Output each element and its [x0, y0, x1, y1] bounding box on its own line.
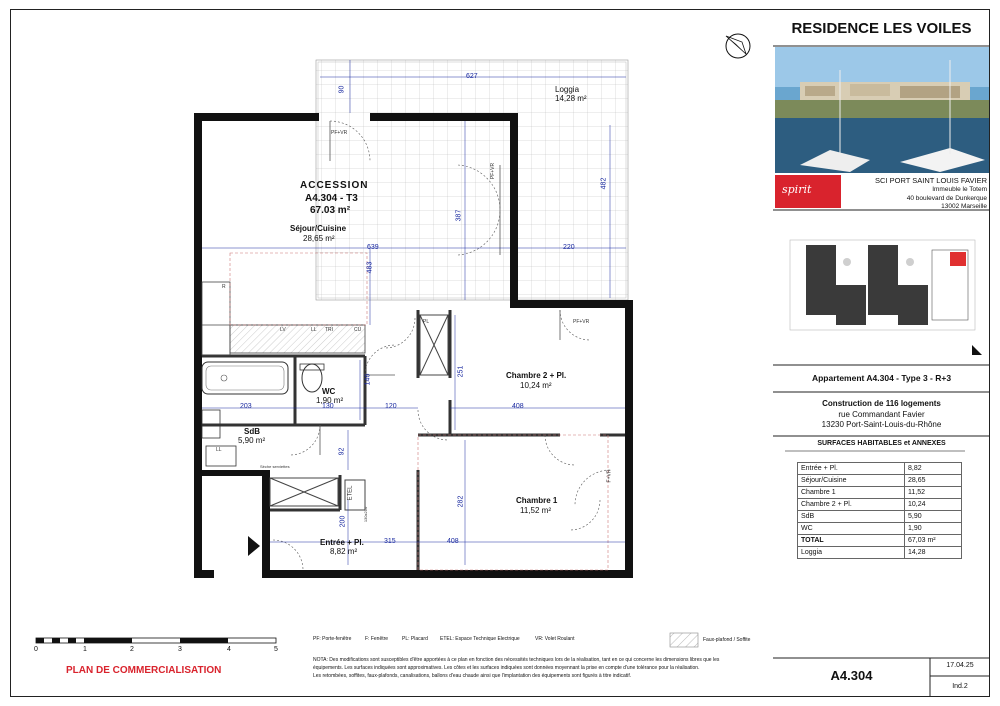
scale-label-5: 5 — [274, 646, 278, 653]
surface-value: 11,52 — [905, 487, 962, 499]
room-chambre2-area: 10,24 m² — [520, 381, 552, 390]
room-chambre2-name: Chambre 2 + Pl. — [506, 371, 567, 380]
residence-title: RESIDENCE LES VOILES — [791, 20, 972, 37]
toilet — [302, 364, 322, 392]
room-sdb-name: SdB — [244, 427, 260, 436]
tag-lv: LV — [280, 327, 286, 333]
tag-cu: CU — [354, 327, 362, 333]
promoter-name: SCI PORT SAINT LOUIS FAVIER — [875, 176, 987, 185]
surface-value: 1,90 — [905, 523, 962, 535]
site-plan-map — [775, 212, 989, 362]
dim-92: 92 — [338, 447, 346, 456]
legend-vr: VR: Volet Roulant — [535, 636, 575, 642]
bathtub — [202, 362, 288, 394]
table-row — [798, 523, 962, 535]
room-sejour-area: 28,65 m² — [303, 234, 335, 243]
surface-value: 28,65 — [905, 475, 962, 487]
legend-f: F: Fenêtre — [365, 636, 389, 642]
room-wc-name: WC — [322, 387, 336, 396]
dim-315: 315 — [384, 538, 396, 545]
room-entree-name: Entrée + Pl. — [320, 538, 364, 547]
dim-146: 146 — [364, 373, 372, 386]
legend-etel: ETEL: Espace Technique Electrique — [440, 636, 520, 642]
residence-photo — [775, 47, 989, 173]
room-sdb-area: 5,90 m² — [238, 436, 266, 445]
scale-label-1: 1 — [83, 646, 87, 653]
table-row — [798, 463, 962, 475]
room-loggia-area: 14,28 m² — [555, 94, 587, 103]
tag-ll-sdb: LL — [216, 447, 222, 453]
accession-lot: A4.304 - T3 — [305, 193, 358, 204]
note-line-1: NOTA: Des modifications sont susceptibles d'être apportées à ce plan en fonction des nécessités techniques lors de la réalisation, tant en ce qui concerne les dimensions libres que les — [313, 657, 720, 663]
surface-name: WC — [798, 523, 905, 535]
tag-pl: PL — [423, 319, 430, 325]
legend-faux-plafond: Faux-plafond / Soffite — [703, 637, 751, 643]
loggia-label: Loggia — [798, 547, 905, 559]
dim-408-top: 408 — [512, 403, 524, 410]
dim-483: 483 — [366, 261, 374, 274]
tag-pfvr-sejour: PF+VR — [331, 130, 348, 136]
room-sejour-name: Séjour/Cuisine — [290, 224, 347, 233]
dim-482: 482 — [600, 177, 608, 190]
total-row — [798, 535, 962, 547]
note-line-3: Les retombées, soffites, faux-plafonds, canalisations, ballons d'eau chaude ainsi que l'implantation des équipements sont figurés à titre indicatif. — [313, 673, 632, 679]
total-value: 67,03 m² — [905, 535, 962, 547]
dim-282: 282 — [457, 495, 465, 508]
table-row — [798, 499, 962, 511]
tag-ll: LL — [311, 327, 317, 333]
surfaces-table — [797, 462, 962, 559]
dim-90: 90 — [338, 85, 346, 94]
table-row — [798, 511, 962, 523]
legend-pl: PL: Placard — [402, 636, 428, 642]
plan-title: PLAN DE COMMERCIALISATION — [66, 665, 222, 676]
revision-date: 17.04.25 — [946, 662, 974, 669]
north-arrow-icon — [726, 34, 750, 58]
dim-130: 130 — [322, 403, 334, 410]
promoter-line-3: 13002 Marseille — [941, 203, 987, 210]
scale-label-3: 3 — [178, 646, 182, 653]
tag-etel: ETEL — [347, 485, 354, 501]
dim-627: 627 — [466, 73, 478, 80]
total-label: TOTAL — [798, 535, 905, 547]
note-line-2: équipements. Les surfaces indiquées sont approximatives. Les côtes et les surfaces indiquées sont données moyennant la prise en compte d'une tolérance pour la réalisation. — [313, 665, 700, 671]
dim-220: 220 — [563, 244, 575, 251]
revision-index: Ind.2 — [952, 683, 968, 690]
surface-name: Entrée + Pl. — [798, 463, 905, 475]
scale-label-0: 0 — [34, 646, 38, 653]
scale-label-4: 4 — [227, 646, 231, 653]
table-row — [798, 475, 962, 487]
tag-fvr-chambre1: F+VR — [606, 469, 613, 483]
tag-tri: TRI — [325, 327, 334, 333]
dim-251: 251 — [457, 365, 465, 378]
construction-city: 13230 Port-Saint-Louis-du-Rhône — [821, 420, 942, 429]
dim-408-bottom: 408 — [447, 538, 459, 545]
tag-r: R — [222, 284, 226, 290]
scale-bar — [36, 638, 276, 643]
tag-seche-serviettes: Sèche serviettes — [260, 464, 290, 469]
surface-value: 8,82 — [905, 463, 962, 475]
tag-pfvr-chambre2: PF+VR — [573, 319, 590, 325]
dim-203: 203 — [240, 403, 252, 410]
scale-label-2: 2 — [130, 646, 134, 653]
spirit-logo-text: spirit — [782, 183, 812, 196]
construction-title: Construction de 116 logements — [822, 399, 941, 408]
surface-name: Chambre 1 — [798, 487, 905, 499]
table-row — [798, 487, 962, 499]
room-loggia-name: Loggia — [555, 85, 580, 94]
room-entree-area: 8,82 m² — [330, 547, 358, 556]
faux-plafond-swatch — [670, 633, 698, 647]
promoter-line-2: 40 boulevard de Dunkerque — [906, 195, 987, 202]
dim-200: 200 — [339, 515, 347, 528]
surface-name: SdB — [798, 511, 905, 523]
kitchen-counter — [230, 325, 365, 353]
loggia-row — [798, 547, 962, 559]
construction-street: rue Commandant Favier — [838, 410, 925, 419]
accession-title: ACCESSION — [300, 180, 369, 191]
dim-387: 387 — [455, 209, 463, 222]
surfaces-title: SURFACES HABITABLES et ANNEXES — [817, 440, 946, 447]
room-chambre1-area: 11,52 m² — [520, 506, 551, 515]
accession-area: 67.03 m² — [310, 205, 351, 216]
surface-name: Chambre 2 + Pl. — [798, 499, 905, 511]
tag-pfvr-loggia: PF+VR — [490, 162, 497, 180]
loggia-value: 14,28 — [905, 547, 962, 559]
surface-value: 5,90 — [905, 511, 962, 523]
entry-arrow — [248, 536, 260, 556]
surface-name: Séjour/Cuisine — [798, 475, 905, 487]
dim-120: 120 — [385, 403, 397, 410]
room-wc-area: 1,90 m² — [316, 396, 344, 405]
legend-pf: PF: Porte-fenêtre — [313, 636, 352, 642]
tag-door-size: 130x210 — [363, 506, 369, 523]
surface-value: 10,24 — [905, 499, 962, 511]
room-chambre1-name: Chambre 1 — [516, 496, 558, 505]
dim-639: 639 — [367, 244, 379, 251]
lot-code: A4.304 — [830, 668, 873, 683]
promoter-line-1: Immeuble le Totem — [932, 186, 987, 193]
apartment-title: Appartement A4.304 - Type 3 - R+3 — [811, 373, 952, 383]
